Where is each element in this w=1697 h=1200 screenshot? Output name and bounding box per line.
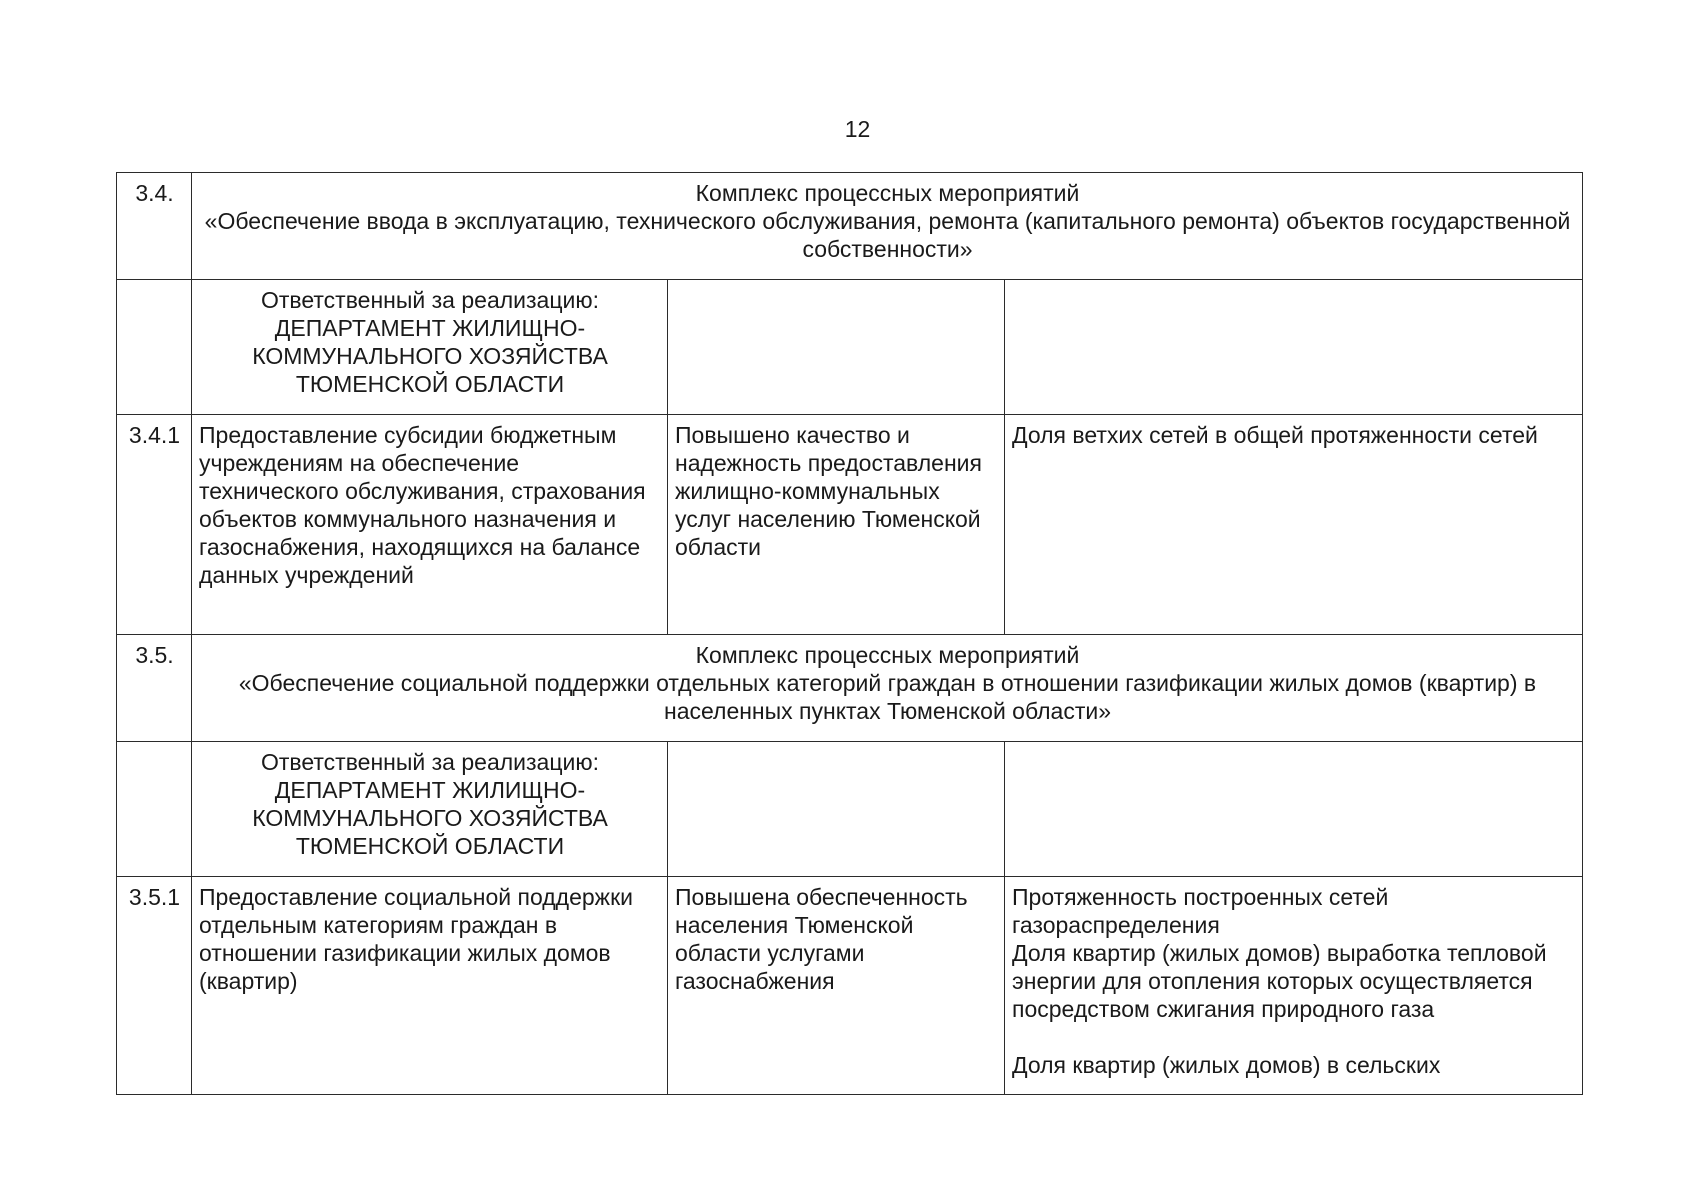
item-number: 3.4.1 xyxy=(117,415,192,635)
item-number: 3.5.1 xyxy=(117,877,192,1095)
item-task: Предоставление социальной поддержки отдельным категориям граждан в отношении газификации жилых домов (квартир) xyxy=(192,877,668,1095)
section-title xyxy=(192,635,1583,742)
indicator: Доля квартир (жилых домов) выработка тепловой энергии для отопления которых осуществляется посредством сжигания природного газа xyxy=(1012,940,1547,1022)
section-header-row xyxy=(117,635,1583,742)
responsible-cell xyxy=(192,742,668,877)
indicator: Доля ветхих сетей в общей протяженности сетей xyxy=(1012,422,1538,448)
section-number: 3.4. xyxy=(117,173,192,280)
item-result: Повышена обеспеченность населения Тюменской области услугами газоснабжения xyxy=(668,877,1005,1095)
responsible-label: Ответственный за реализацию: xyxy=(260,287,599,313)
section-header-row xyxy=(117,173,1583,280)
page-number: 12 xyxy=(844,116,871,142)
responsible-label: Ответственный за реализацию: xyxy=(260,749,599,775)
item-task: Предоставление субсидии бюджетным учреждениям на обеспечение технического обслуживания, страхования объектов коммунального назначения и газоснабжения, находящихся на балансе данных учреждений xyxy=(192,415,668,635)
measures-table xyxy=(116,172,1583,1095)
indicator-gap xyxy=(1012,1023,1576,1051)
table-row xyxy=(117,877,1583,1095)
section-title-line2: «Обеспечение ввода в эксплуатацию, технического обслуживания, ремонта (капитального ремонта) объектов государственной собственности» xyxy=(204,208,1571,262)
empty-cell xyxy=(117,742,192,877)
empty-cell xyxy=(668,742,1005,877)
responsible-cell xyxy=(192,280,668,415)
section-title xyxy=(192,173,1583,280)
empty-cell xyxy=(1005,280,1583,415)
responsible-row xyxy=(117,742,1583,877)
table-row xyxy=(117,415,1583,635)
empty-cell xyxy=(117,280,192,415)
indicator: Доля квартир (жилых домов) в сельских xyxy=(1012,1052,1441,1078)
empty-cell xyxy=(1005,742,1583,877)
empty-cell xyxy=(668,280,1005,415)
indicator: Протяженность построенных сетей газораспределения xyxy=(1012,884,1389,938)
responsible-row xyxy=(117,280,1583,415)
section-title-line1: Комплекс процессных мероприятий xyxy=(695,180,1080,206)
section-title-line2: «Обеспечение социальной поддержки отдельных категорий граждан в отношении газификации жилых домов (квартир) в населенных пунктах Тюменской области» xyxy=(238,670,1537,724)
responsible-org: ДЕПАРТАМЕНТ ЖИЛИЩНО-КОММУНАЛЬНОГО ХОЗЯЙСТВА ТЮМЕНСКОЙ ОБЛАСТИ xyxy=(252,777,608,859)
responsible-org: ДЕПАРТАМЕНТ ЖИЛИЩНО-КОММУНАЛЬНОГО ХОЗЯЙСТВА ТЮМЕНСКОЙ ОБЛАСТИ xyxy=(252,315,608,397)
item-indicators xyxy=(1005,415,1583,635)
section-number: 3.5. xyxy=(117,635,192,742)
item-indicators xyxy=(1005,877,1583,1095)
section-title-line1: Комплекс процессных мероприятий xyxy=(695,642,1080,668)
item-result: Повышено качество и надежность предоставления жилищно-коммунальных услуг населению Тюменской области xyxy=(668,415,1005,635)
